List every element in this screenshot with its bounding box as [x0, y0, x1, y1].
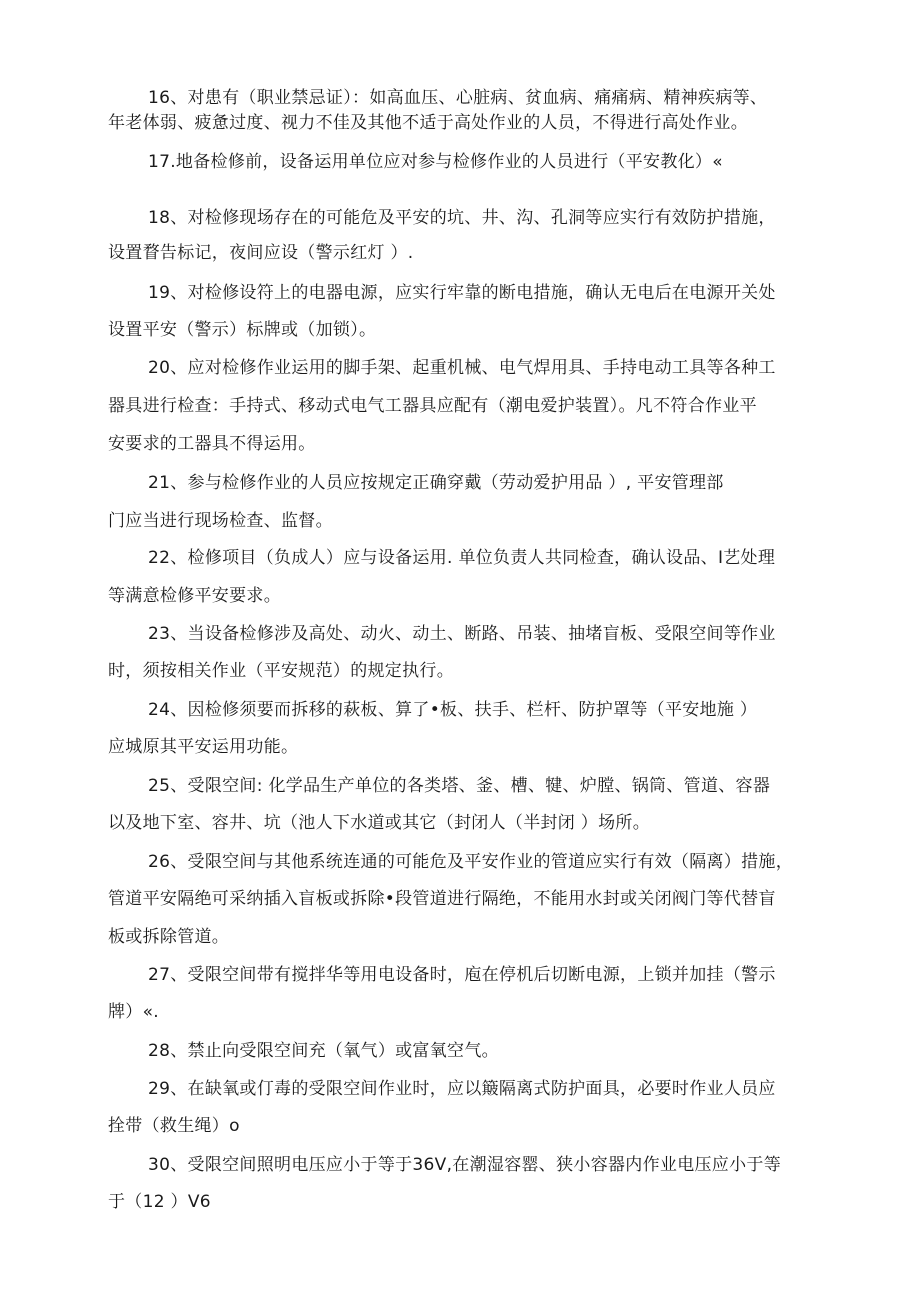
item-18-line-2: 设置瞀告标记，夜间应设（警示红灯 ）.: [108, 243, 414, 263]
item-26-line-1: 26、受限空间与其他系统连通的可能危及平安作业的管道应实行有效（隔离）措施，: [148, 852, 794, 872]
item-22-line-2: 等满意检修平安要求。: [108, 586, 281, 606]
item-21-line-2: 门应当进行现场检查、监督。: [108, 511, 333, 531]
item-20-line-2: 器具进行检查：手持式、移动式电气工器具应配有（潮电爱护装置）。凡不符合作业平: [108, 396, 757, 416]
item-29-line-1: 29、在缺氧或仃毒的受限空间作业时，应以簸隔离式防护面具，必要时作业人员应: [148, 1079, 776, 1099]
item-23-line-1: 23、当设备检修涉及高处、动火、动土、断路、吊装、抽堵盲板、受限空间等作业: [148, 624, 776, 644]
item-21-line-1: 21、参与检修作业的人员应按规定正确穿戴（劳动爱护用品 ）, 平安管理部: [148, 473, 724, 493]
item-23-line-2: 时，须按相关作业（平安规范）的规定执行。: [108, 661, 454, 681]
item-16-line-2: 年老体弱、疲惫过度、视力不佳及其他不适于高处作业的人员，不得进行高处作业。: [108, 113, 749, 133]
item-24-line-2: 应城原其平安运用功能。: [108, 737, 299, 757]
item-22-line-1: 22、检修项目（负成人）应与设备运用. 单位负责人共同检查，确认设品、I艺处理: [148, 548, 776, 568]
item-16-line-1: 16、对患有（职业禁忌证）：如高血压、心脏病、贫血病、痛痛病、精神疾病等、: [148, 88, 768, 108]
item-27-line-2: 牌）«.: [108, 1002, 160, 1022]
item-19-line-1: 19、对检修设符上的电器电源，应实行牢靠的断电措施，确认无电后在电源开关处: [148, 283, 776, 303]
item-17-line-1: 17.地备检修前，设备运用单位应对参与检修作业的人员进行（平安教化）«: [148, 152, 723, 172]
item-20-line-3: 安要求的工器具不得运用。: [108, 434, 316, 454]
item-30-line-1: 30、受限空间照明电压应小于等于36V,在潮湿容罂、狭小容器内作业电压应小于等: [148, 1155, 781, 1175]
item-26-line-2: 管道平安隔绝可采纳插入盲板或拆除•段管道进行隔绝，不能用水封或关闭阀门等代替盲: [108, 889, 776, 909]
item-25-line-1: 25、受限空间: 化学品生产单位的各类塔、釜、槽、犍、炉膛、锅筒、管道、容器: [148, 776, 771, 796]
item-24-line-1: 24、因检修须要而拆移的萩板、算了•板、扶手、栏杆、防护罩等（平安地施 ）: [148, 700, 758, 720]
item-19-line-2: 设置平安（警示）标牌或（加锁）。: [108, 320, 377, 340]
item-30-line-2: 于（12 ）V6: [108, 1192, 211, 1212]
item-26-line-3: 板或拆除管道。: [108, 927, 230, 947]
item-28-line-1: 28、禁止向受限空间充（氧气）或富氧空气。: [148, 1041, 499, 1061]
item-27-line-1: 27、受限空间带有搅拌华等用电设备时，庖在停机后切断电源，上锁并加挂（警示: [148, 965, 776, 985]
item-20-line-1: 20、应对检修作业运用的脚手架、起重机械、电气焊用具、手持电动工具等各种工: [148, 358, 776, 378]
item-29-line-2: 拴带（救生绳）o: [108, 1116, 240, 1136]
item-18-line-1: 18、对检修现场存在的可能危及平安的坑、井、沟、孔洞等应实行有效防护措施，: [148, 208, 776, 228]
item-25-line-2: 以及地下室、容井、坑（池人下水道或其它（封闭人（半封闭 ）场所。: [108, 813, 651, 833]
